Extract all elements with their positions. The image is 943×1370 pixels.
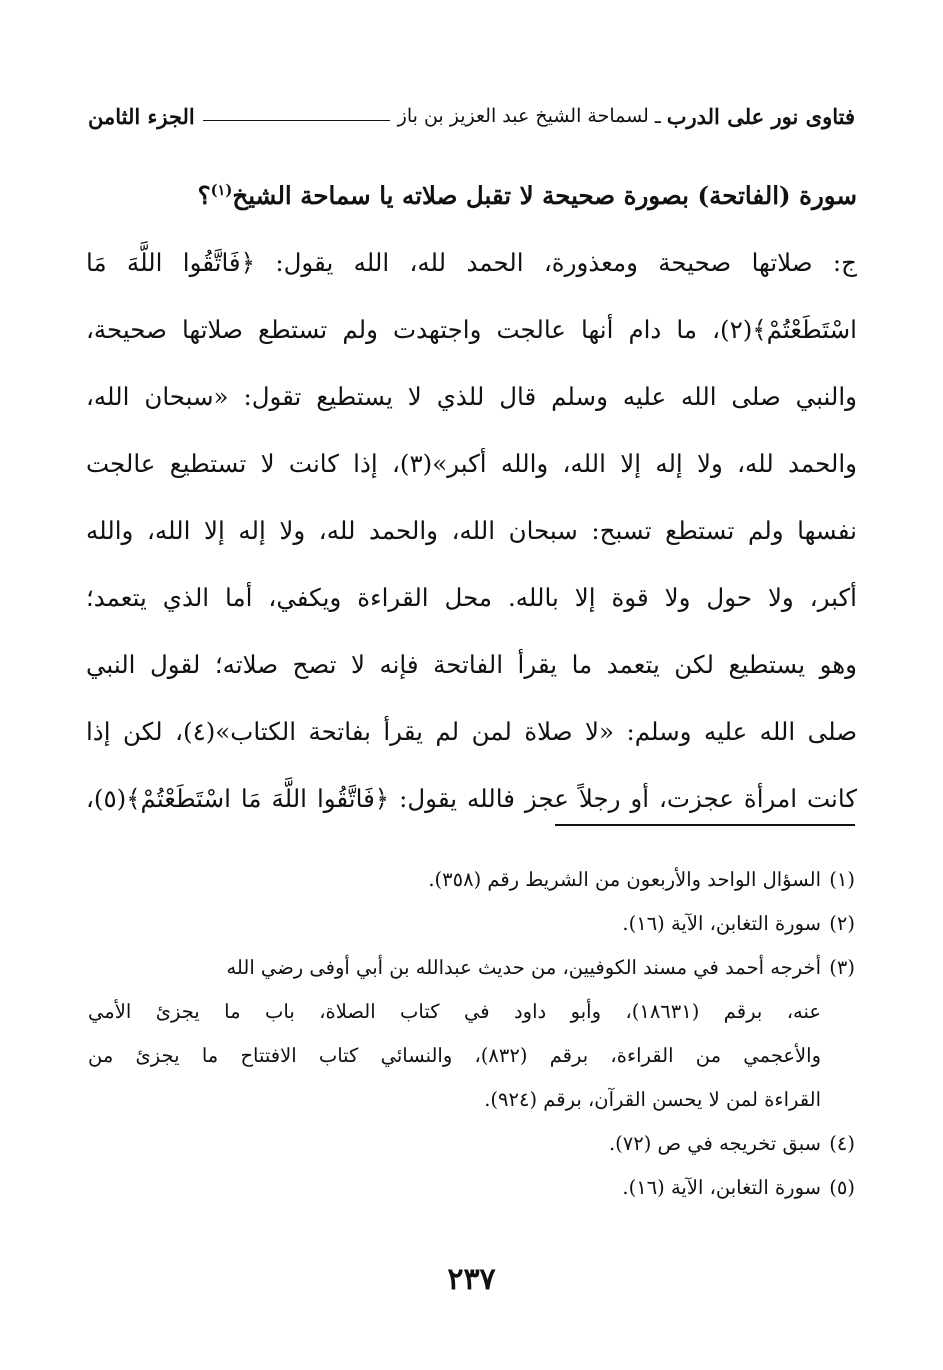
running-header — [88, 96, 855, 136]
footnote-3-continued: القراءة لمن لا يحسن القرآن، برقم (٩٢٤). — [484, 1088, 821, 1111]
footnote-text: السؤال الواحد والأربعون من الشريط رقم (٣٥٨). — [428, 868, 821, 891]
body-line: ج: صلاتها صحيحة ومعذورة، الحمد لله، الله يقول: ﴿فَاتَّقُوا اللَّهَ مَا — [86, 248, 857, 277]
question-mark: ؟ — [197, 181, 211, 210]
footnote-3-continued: عنه، برقم (١٨٦٣١)، وأبو داود في كتاب الصلاة، باب ما يجزئ الأمي — [88, 1000, 821, 1023]
footnote-2 — [88, 902, 855, 946]
footnotes — [88, 858, 855, 1210]
body-line: كانت امرأة عجزت، أو رجلاً عجز فالله يقول: ﴿فَاتَّقُوا اللَّهَ مَا اسْتَطَعْتُمْ﴾(٥)، — [86, 784, 857, 813]
body-line: اسْتَطَعْتُمْ﴾(٢)، ما دام أنها عالجت واجتهدت ولم تستطع صلاتها صحيحة، — [86, 315, 857, 344]
footnote-text: سورة التغابن، الآية (١٦). — [622, 1176, 821, 1199]
body-line: نفسها ولم تستطع تسبح: سبحان الله، والحمد لله، ولا إله إلا الله، والله — [86, 516, 857, 545]
body-line: أكبر، ولا حول ولا قوة إلا بالله. محل القراءة ويكفي، أما الذي يتعمد؛ — [86, 583, 857, 612]
header-author: لسماحة الشيخ عبد العزيز بن باز — [397, 105, 649, 127]
footnote-number: (٣) — [829, 956, 855, 979]
footnote-4 — [88, 1122, 855, 1166]
book-title: فتاوى نور على الدرب — [666, 103, 855, 129]
question-line — [86, 162, 857, 229]
footnote-ref: (١) — [210, 181, 233, 199]
footnote-3 — [88, 946, 855, 990]
footnote-divider — [555, 824, 855, 826]
main-text — [86, 162, 857, 832]
header-separator: ـ — [654, 104, 661, 128]
body-line: وهو يستطيع لكن يتعمد ما يقرأ الفاتحة فإنه لا تصح صلاته؛ لقول النبي — [86, 650, 857, 679]
footnote-text: سورة التغابن، الآية (١٦). — [622, 912, 821, 935]
body-line: والنبي صلى الله عليه وسلم قال للذي لا يستطيع تقول: «سبحان الله، — [86, 382, 857, 411]
body-line: والحمد لله، ولا إله إلا الله، والله أكبر»(٣)، إذا كانت لا تستطيع عالجت — [86, 449, 857, 478]
footnote-text: أخرجه أحمد في مسند الكوفيين، من حديث عبدالله بن أبي أوفى رضي الله — [226, 956, 821, 979]
page-number: ٢٣٧ — [447, 1262, 496, 1297]
header-rule — [203, 120, 390, 121]
footnote-number: (٢) — [829, 912, 855, 935]
volume-part: الجزء الثامن — [88, 103, 195, 129]
body-line: صلى الله عليه وسلم: «لا صلاة لمن لم يقرأ بفاتحة الكتاب»(٤)، لكن إذا — [86, 717, 857, 746]
footnote-1 — [88, 858, 855, 902]
footnote-3-continued: والأعجمي من القراءة، برقم (٨٣٢)، والنسائي كتاب الافتتاح ما يجزئ من — [88, 1044, 822, 1067]
footnote-number: (١) — [829, 868, 855, 891]
footnote-number: (٤) — [829, 1132, 855, 1155]
question-text: سورة (الفاتحة) بصورة صحيحة لا تقبل صلاته يا سماحة الشيخ — [232, 181, 857, 210]
footnote-number: (٥) — [829, 1176, 855, 1199]
footnote-text: سبق تخريجه في ص (٧٢). — [608, 1132, 821, 1155]
footnote-5 — [88, 1166, 855, 1210]
